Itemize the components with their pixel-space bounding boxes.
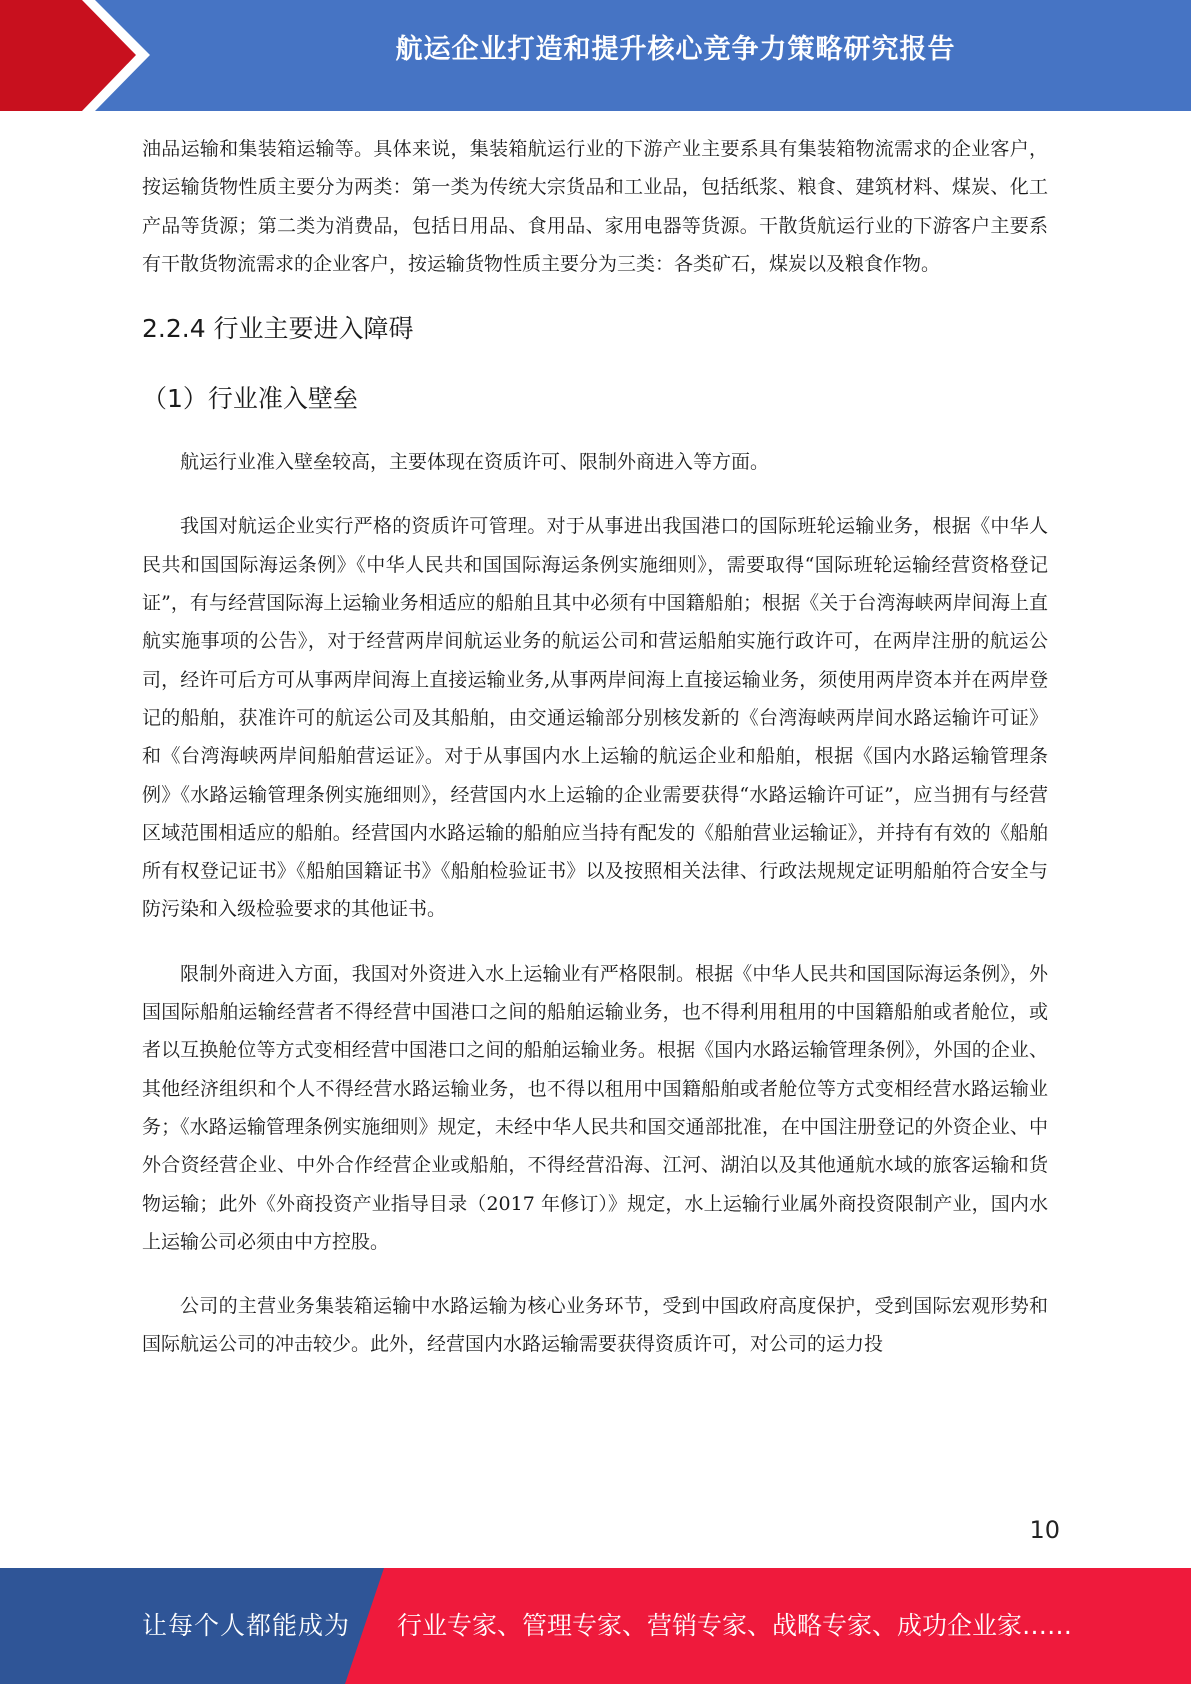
footer-slogan-right: 行业专家、管理专家、营销专家、战略专家、成功企业家…… bbox=[397, 1611, 1073, 1640]
header-bar bbox=[0, 0, 1191, 111]
footer-slogan-left: 让每个人都能成为 bbox=[142, 1611, 351, 1640]
paragraph-foreign-restriction: 限制外商进入方面，我国对外资进入水上运输业有严格限制。根据《中华人民共和国国际海运条例》，外国国际船舶运输经营者不得经营中国港口之间的船舶运输业务，也不得利用租用的中国籍船舶或者舱位，或者以互换舱位等方式变相经营中国港口之间的船舶运输业务。根据《国内水路运输管理条例》，外国的企业、其他经济组织和个人不得经营水路运输业务，也不得以租用中国籍船舶或者舱位等方式变相经营水路运输业务；《水路运输管理条例实施细则》规定，未经中华人民共和国交通部批准，在中国注册登记的外资企业、中外合资经营企业、中外合作经营企业或船舶，不得经营沿海、江河、湖泊以及其他通航水域的旅客运输和货物运输；此外《外商投资产业指导目录（2017 年修订）》规定，水上运输行业属外商投资限制产业，国内水上运输公司必须由中方控股。 bbox=[142, 962, 1048, 1253]
header-title: 航运企业打造和提升核心竞争力策略研究报告 bbox=[395, 34, 956, 65]
page-number: 10 bbox=[1029, 1516, 1060, 1544]
paragraph-barrier-summary: 航运行业准入壁垒较高，主要体现在资质许可、限制外商进入等方面。 bbox=[180, 451, 770, 474]
document-body bbox=[142, 130, 1048, 1364]
paragraph-qualification-license: 我国对航运企业实行严格的资质许可管理。对于从事进出我国港口的国际班轮运输业务，根据《中华人民共和国国际海运条例》《中华人民共和国国际海运条例实施细则》，需要取得“国际班轮运输经营资格登记证”，有与经营国际海上运输业务相适应的船舶且其中必须有中国籍船舶；根据《关于台湾海峡两岸间海上直航实施事项的公告》，对于经营两岸间航运业务的航运公司和营运船舶实施行政许可，在两岸注册的航运公司，经许可后方可从事两岸间海上直接运输业务,从事两岸间海上直接运输业务，须使用两岸资本并在两岸登记的船舶，获准许可的航运公司及其船舶，由交通运输部分别核发新的《台湾海峡两岸间水路运输许可证》和《台湾海峡两岸间船舶营运证》。对于从事国内水上运输的航运企业和船舶，根据《国内水路运输管理条例》《水路运输管理条例实施细则》，经营国内水上运输的企业需要获得“水路运输许可证”，应当拥有与经营区域范围相适应的船舶。经营国内水路运输的船舶应当持有配发的《船舶营业运输证》，并持有有效的《船舶所有权登记证书》《船舶国籍证书》《船舶检验证书》以及按照相关法律、行政法规规定证明船舶符合安全与防污染和入级检验要求的其他证书。 bbox=[142, 515, 1048, 921]
section-heading: 2.2.4 行业主要进入障碍 bbox=[142, 314, 414, 344]
intro-paragraph: 油品运输和集装箱运输等。具体来说，集装箱航运行业的下游产业主要系具有集装箱物流需求的企业客户，按运输货物性质主要分为两类：第一类为传统大宗货品和工业品，包括纸浆、粮食、建筑材料、煤炭、化工产品等货源；第二类为消费品，包括日用品、食用品、家用电器等货源。干散货航运行业的下游客户主要系有干散货物流需求的企业客户，按运输货物性质主要分为三类：各类矿石，煤炭以及粮食作物。 bbox=[142, 138, 1048, 275]
footer-bar bbox=[0, 1568, 1191, 1684]
paragraph-company-business: 公司的主营业务集装箱运输中水路运输为核心业务环节，受到中国政府高度保护，受到国际宏观形势和国际航运公司的冲击较少。此外，经营国内水路运输需要获得资质许可，对公司的运力投 bbox=[142, 1295, 1048, 1356]
subsection-heading: （1）行业准入壁垒 bbox=[142, 384, 358, 414]
